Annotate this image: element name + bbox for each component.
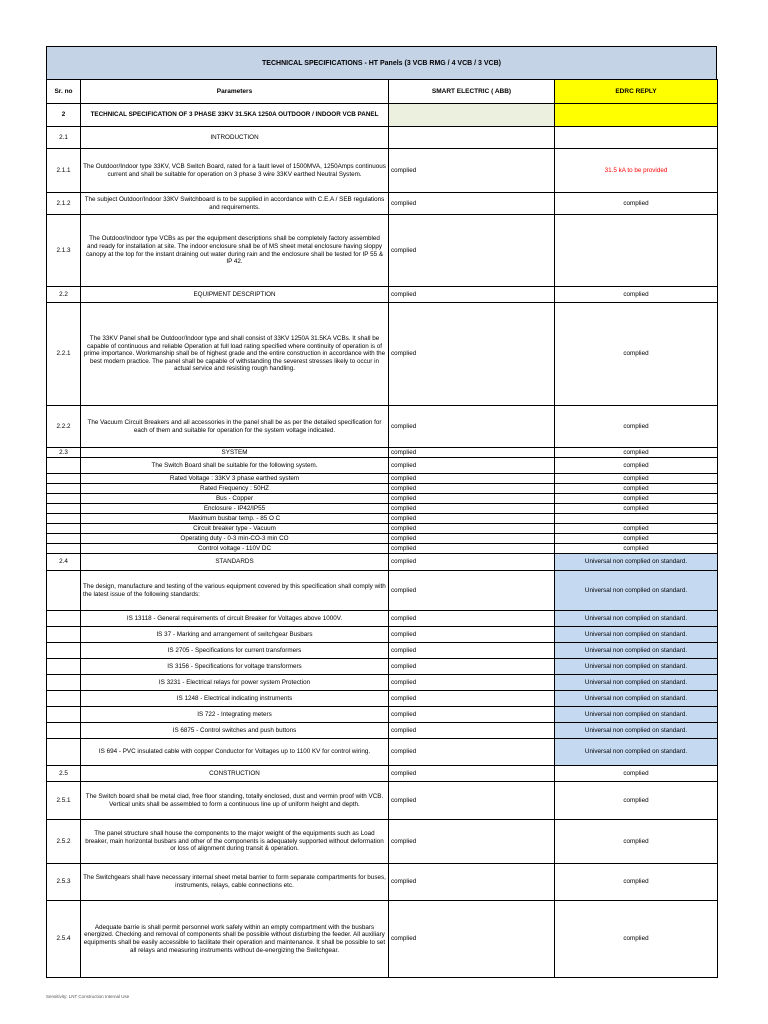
row-parameter: CONSTRUCTION (81, 766, 389, 782)
row-smart-electric: complied (389, 149, 555, 193)
row-smart-electric: complied (389, 659, 555, 675)
table-row (47, 534, 718, 544)
row-parameter: The 33KV Panel shall be Outdoor/Indoor type and shall consist of 33KV 1250A 31.5KA VCBs. It shall be capable of continuous and reliable Operation at full load rating specified where continuity of operation is of prime importance. Workmanship shall be of highest grade and the entire construction in accordance with the best modern practice. The panel shall be capable of withstanding the severest stresses likely to occur in actual service and resisting rough handling. (81, 303, 389, 406)
row-edrc-reply: complied (555, 524, 718, 534)
row-parameter: The panel structure shall house the components to the major weight of the equipments such as Load breaker, main horizontal busbars and other of the components is adequately supported without deformation or loss of alignment during transit & operation. (81, 820, 389, 864)
table-row (47, 901, 718, 978)
row-smart-electric: complied (389, 643, 555, 659)
row-parameter: Bus - Copper (81, 494, 389, 504)
table-row (47, 287, 718, 303)
row-sr-no (47, 571, 81, 611)
row-edrc-reply: Universal non complied on standard. (555, 707, 718, 723)
row-edrc-reply: complied (555, 766, 718, 782)
sensitivity-footer: Sensitivity: LNT Construction Internal Use (46, 994, 130, 999)
row-smart-electric: complied (389, 287, 555, 303)
row-sr-no (47, 739, 81, 766)
table-row (47, 723, 718, 739)
row-sr-no (47, 691, 81, 707)
row-edrc-reply: complied (555, 544, 718, 554)
table-row (47, 707, 718, 723)
row-parameter: IS 3156 - Specifications for voltage transformers (81, 659, 389, 675)
row-smart-electric: complied (389, 193, 555, 215)
row-sr-no (47, 504, 81, 514)
row-sr-no: 2.1 (47, 127, 81, 149)
row-smart-electric: complied (389, 494, 555, 504)
row-parameter: IS 1248 - Electrical indicating instruments (81, 691, 389, 707)
row-parameter: The Switch board shall be metal clad, free floor standing, totally enclosed, dust and vermin proof with VCB. Vertical units shall be assembled to form a continuous line up of uniform height and depth. (81, 782, 389, 820)
row-smart-electric: complied (389, 739, 555, 766)
row-parameter: Control voltage - 110V DC (81, 544, 389, 554)
table-row (47, 571, 718, 611)
row-sr-no: 2.1.1 (47, 149, 81, 193)
row-parameter: The Switchgears shall have necessary internal sheet metal barrier to form separate compartments for buses, instruments, relays, cable connections etc. (81, 864, 389, 901)
header-edrc-reply: EDRC REPLY (555, 80, 718, 104)
row-smart-electric (389, 127, 555, 149)
row-edrc-reply: Universal non complied on standard. (555, 659, 718, 675)
row-parameter: Rated Voltage : 33KV 3 phase earthed system (81, 474, 389, 484)
row-parameter: Operating duty - 0-3 min-CO-3 min CO (81, 534, 389, 544)
row-smart-electric: complied (389, 514, 555, 524)
sheet-title: TECHNICAL SPECIFICATIONS - HT Panels (3 VCB RMG / 4 VCB / 3 VCB) (46, 46, 717, 79)
row-parameter: Adequate barrie is shall permit personnel work safely within an empty compartment with the busbars energized. Checking and removal of components shall be possible without disturbing the feeder. All auxiliary equipments shall be easily accessible to facilitate their operation and maintenance. It shall be possible to set all relays and measuring instruments without de-energizing the Switchgear. (81, 901, 389, 978)
row-smart-electric: complied (389, 474, 555, 484)
row-smart-electric: complied (389, 766, 555, 782)
row-parameter: Maximum busbar temp. - 85 O C (81, 514, 389, 524)
row-sr-no (47, 659, 81, 675)
table-row (47, 514, 718, 524)
row-sr-no (47, 627, 81, 643)
row-smart-electric: complied (389, 901, 555, 978)
row-smart-electric: complied (389, 554, 555, 571)
row-smart-electric: complied (389, 691, 555, 707)
row-edrc-reply (555, 104, 718, 127)
row-edrc-reply: complied (555, 534, 718, 544)
table-row (47, 127, 718, 149)
table-row (47, 193, 718, 215)
row-edrc-reply: complied (555, 458, 718, 474)
row-parameter: IS 722 - Integrating meters (81, 707, 389, 723)
row-parameter: Circuit breaker type - Vacuum (81, 524, 389, 534)
row-edrc-reply: complied (555, 287, 718, 303)
header-parameters: Parameters (81, 80, 389, 104)
row-sr-no (47, 514, 81, 524)
row-smart-electric: complied (389, 627, 555, 643)
row-sr-no: 2.5 (47, 766, 81, 782)
row-parameter: The Outdoor/Indoor type VCBs as per the equipment descriptions shall be completely factory assembled and ready for installation at site. The indoor enclosure shall be of MS sheet metal enclosure having sloppy canopy at the top for the instant draining out water during rain and the enclosure shall be tested for IP 55 & IP 42. (81, 215, 389, 287)
row-edrc-reply: complied (555, 406, 718, 448)
row-sr-no: 2.2.2 (47, 406, 81, 448)
table-row (47, 544, 718, 554)
row-parameter: The design, manufacture and testing of the various equipment covered by this specification shall comply with the latest issue of the following standards: (81, 571, 389, 611)
row-parameter: EQUIPMENT DESCRIPTION (81, 287, 389, 303)
row-parameter: STANDARDS (81, 554, 389, 571)
row-smart-electric: complied (389, 215, 555, 287)
row-sr-no (47, 458, 81, 474)
row-smart-electric: complied (389, 504, 555, 514)
row-edrc-reply: Universal non complied on standard. (555, 739, 718, 766)
header-smart-electric: SMART ELECTRIC ( ABB) (389, 80, 555, 104)
row-edrc-reply: 31.5 kA to be provided (555, 149, 718, 193)
row-parameter: TECHNICAL SPECIFICATION OF 3 PHASE 33KV 31.5KA 1250A OUTDOOR / INDOOR VCB PANEL (81, 104, 389, 127)
row-edrc-reply (555, 514, 718, 524)
row-edrc-reply: Universal non complied on standard. (555, 675, 718, 691)
row-smart-electric: complied (389, 524, 555, 534)
row-sr-no (47, 643, 81, 659)
row-edrc-reply (555, 127, 718, 149)
row-parameter: IS 3231 - Electrical relays for power system Protection (81, 675, 389, 691)
table-row (47, 691, 718, 707)
row-sr-no: 2.5.1 (47, 782, 81, 820)
table-row (47, 149, 718, 193)
row-sr-no (47, 484, 81, 494)
row-smart-electric: complied (389, 458, 555, 474)
row-parameter: IS 2705 - Specifications for current transformers (81, 643, 389, 659)
row-smart-electric: complied (389, 864, 555, 901)
row-sr-no: 2.5.3 (47, 864, 81, 901)
row-parameter: INTRODUCTION (81, 127, 389, 149)
row-parameter: SYSTEM (81, 448, 389, 458)
table-row (47, 659, 718, 675)
table-row (47, 627, 718, 643)
table-row (47, 406, 718, 448)
row-edrc-reply: complied (555, 782, 718, 820)
table-row (47, 494, 718, 504)
row-sr-no (47, 524, 81, 534)
row-parameter: The subject Outdoor/Indoor 33KV Switchboard is to be supplied in accordance with C.E.A / SEB regulations and requirements. (81, 193, 389, 215)
row-smart-electric: complied (389, 571, 555, 611)
row-parameter: The Vacuum Circuit Breakers and all accessories in the panel shall be as per the detailed specification for each of them and suitable for operation for the system voltage indicated. (81, 406, 389, 448)
table-row (47, 448, 718, 458)
row-edrc-reply: Universal non complied on standard. (555, 691, 718, 707)
row-sr-no (47, 675, 81, 691)
table-row (47, 215, 718, 287)
row-sr-no: 2.4 (47, 554, 81, 571)
row-sr-no: 2.5.2 (47, 820, 81, 864)
header-sr-no: Sr. no (47, 80, 81, 104)
row-edrc-reply: complied (555, 303, 718, 406)
row-edrc-reply: Universal non complied on standard. (555, 723, 718, 739)
table-row (47, 504, 718, 514)
row-sr-no: 2.1.3 (47, 215, 81, 287)
table-row (47, 484, 718, 494)
table-row (47, 303, 718, 406)
row-smart-electric: complied (389, 303, 555, 406)
row-sr-no: 2.2 (47, 287, 81, 303)
row-parameter: IS 694 - PVC insulated cable with copper Conductor for Voltages up to 1100 KV for control wiring. (81, 739, 389, 766)
row-sr-no: 2.5.4 (47, 901, 81, 978)
row-smart-electric: complied (389, 782, 555, 820)
row-smart-electric: complied (389, 820, 555, 864)
row-edrc-reply: complied (555, 474, 718, 484)
row-edrc-reply: complied (555, 494, 718, 504)
table-row (47, 104, 718, 127)
row-sr-no (47, 534, 81, 544)
row-edrc-reply: Universal non complied on standard. (555, 627, 718, 643)
row-smart-electric (389, 104, 555, 127)
row-smart-electric: complied (389, 534, 555, 544)
row-sr-no (47, 611, 81, 627)
table-row (47, 675, 718, 691)
table-row (47, 739, 718, 766)
row-smart-electric: complied (389, 723, 555, 739)
row-sr-no: 2.2.1 (47, 303, 81, 406)
row-sr-no (47, 494, 81, 504)
row-smart-electric: complied (389, 611, 555, 627)
row-parameter: The Switch Board shall be suitable for the following system. (81, 458, 389, 474)
table-row (47, 611, 718, 627)
header-row (47, 80, 718, 104)
row-edrc-reply: complied (555, 820, 718, 864)
row-edrc-reply: complied (555, 448, 718, 458)
row-smart-electric: complied (389, 406, 555, 448)
row-sr-no: 2.3 (47, 448, 81, 458)
table-row (47, 458, 718, 474)
row-smart-electric: complied (389, 675, 555, 691)
row-edrc-reply: complied (555, 484, 718, 494)
row-smart-electric: complied (389, 707, 555, 723)
row-sr-no (47, 474, 81, 484)
row-edrc-reply: Universal non complied on standard. (555, 643, 718, 659)
row-edrc-reply: complied (555, 193, 718, 215)
table-row (47, 782, 718, 820)
table-row (47, 474, 718, 484)
spec-table (46, 79, 718, 978)
row-edrc-reply (555, 215, 718, 287)
row-edrc-reply: Universal non complied on standard. (555, 554, 718, 571)
table-row (47, 554, 718, 571)
row-sr-no: 2 (47, 104, 81, 127)
row-smart-electric: complied (389, 544, 555, 554)
table-row (47, 643, 718, 659)
row-edrc-reply: complied (555, 864, 718, 901)
spec-sheet (46, 46, 717, 978)
table-row (47, 820, 718, 864)
row-parameter: The Outdoor/Indoor type 33KV, VCB Switch Board, rated for a fault level of 1500MVA, 1250Amps continuous current and shall be suitable for operation on 3 phase 3 wire 33KV earthed Neutral System. (81, 149, 389, 193)
row-edrc-reply: complied (555, 901, 718, 978)
row-sr-no (47, 723, 81, 739)
table-row (47, 766, 718, 782)
row-parameter: Enclosure - IP42/IP55 (81, 504, 389, 514)
row-edrc-reply: complied (555, 504, 718, 514)
table-row (47, 864, 718, 901)
table-row (47, 524, 718, 534)
row-smart-electric: complied (389, 448, 555, 458)
row-sr-no (47, 707, 81, 723)
row-edrc-reply: Universal non complied on standard. (555, 611, 718, 627)
row-sr-no: 2.1.2 (47, 193, 81, 215)
row-parameter: IS 6875 - Control switches and push buttons (81, 723, 389, 739)
row-parameter: IS 13118 - General requirements of circuit Breaker for Voltages above 1000V. (81, 611, 389, 627)
row-parameter: Rated Frequency : 50HZ (81, 484, 389, 494)
row-parameter: IS 37 - Marking and arrangement of switchgear Busbars (81, 627, 389, 643)
row-sr-no (47, 544, 81, 554)
row-smart-electric: complied (389, 484, 555, 494)
row-edrc-reply: Universal non complied on standard. (555, 571, 718, 611)
